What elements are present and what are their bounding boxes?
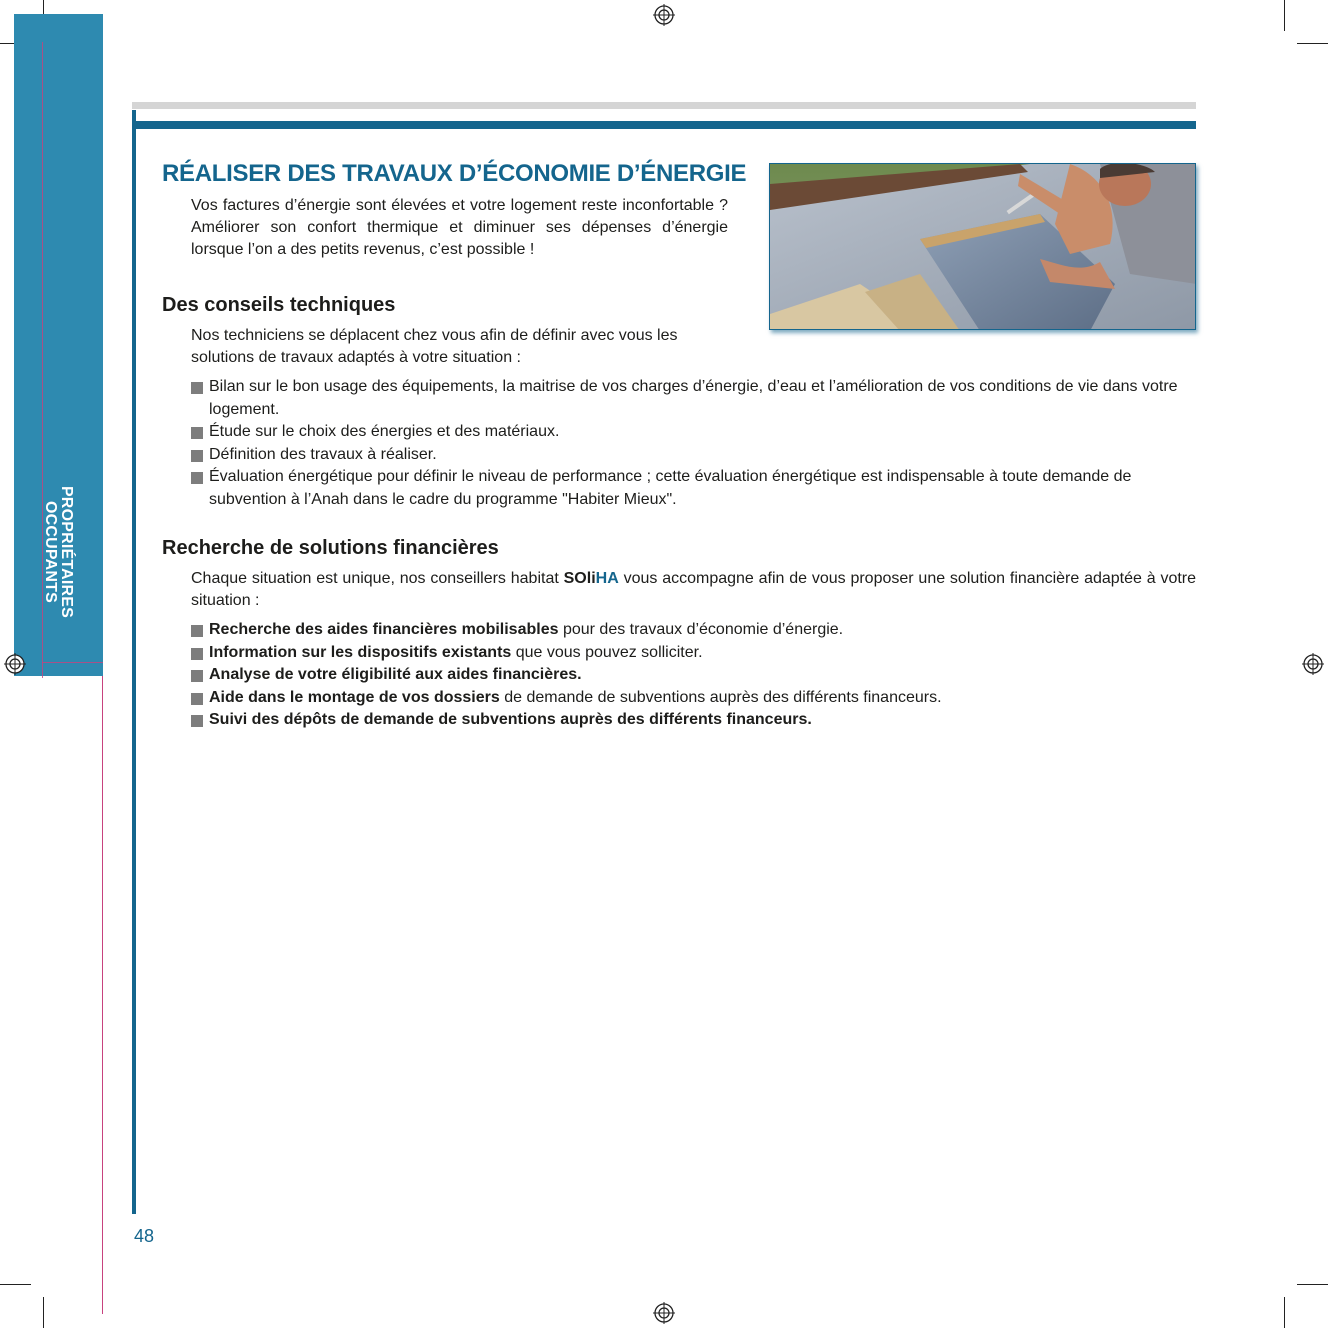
header-rule-grey bbox=[132, 102, 1196, 109]
list-item: Évaluation énergétique pour définir le niveau de performance ; cette évaluation énergétique est indispensable à toute demande de subvention à l’Anah dans le cadre du programme "Habiter Mieux". bbox=[191, 466, 1196, 511]
bullet-square-icon bbox=[191, 427, 203, 439]
intro-paragraph: Vos factures d’énergie sont élevées et votre logement reste inconfortable ? Améliorer son confort thermique et diminuer ses dépenses d’énergie lorsque l’on a des petits revenus, c’est possible ! bbox=[191, 197, 728, 258]
bullet-square-icon bbox=[191, 450, 203, 462]
crop-mark bbox=[0, 1284, 31, 1285]
crop-mark bbox=[1284, 1297, 1285, 1328]
bleed-guide bbox=[102, 676, 103, 1314]
header-rule-blue bbox=[132, 121, 1196, 129]
bullet-square-icon bbox=[191, 382, 203, 394]
registration-mark-icon bbox=[653, 4, 675, 26]
financial-list bbox=[191, 619, 1196, 732]
page-number: 48 bbox=[134, 1226, 155, 1246]
section-heading-technical: Des conseils techniques bbox=[162, 294, 396, 316]
list-item: Étude sur le choix des énergies et des matériaux. bbox=[191, 421, 1196, 444]
list-item: Recherche des aides financières mobilisables pour des travaux d’économie d’énergie. bbox=[191, 619, 1196, 642]
crop-mark bbox=[1297, 43, 1328, 44]
roof-insulation-workers-photo bbox=[769, 163, 1196, 330]
technical-list bbox=[191, 376, 1196, 511]
bullet-square-icon bbox=[191, 693, 203, 705]
page-title: RÉALISER DES TRAVAUX D’ÉCONOMIE D’ÉNERGIE bbox=[162, 160, 747, 187]
crop-mark bbox=[43, 1297, 44, 1328]
bleed-guide bbox=[42, 662, 103, 663]
list-item: Bilan sur le bon usage des équipements, la maitrise de vos charges d’énergie, d’eau et l’amélioration de vos conditions de vie dans votre logement. bbox=[191, 376, 1196, 421]
brand-soliha: SOli bbox=[563, 570, 596, 587]
bullet-square-icon bbox=[191, 472, 203, 484]
bullet-square-icon bbox=[191, 648, 203, 660]
list-item: Analyse de votre éligibilité aux aides financières. bbox=[191, 664, 1196, 687]
crop-mark bbox=[1284, 0, 1285, 31]
registration-mark-icon bbox=[1302, 653, 1324, 675]
list-item: Définition des travaux à réaliser. bbox=[191, 444, 1196, 467]
bullet-square-icon bbox=[191, 625, 203, 637]
bullet-square-icon bbox=[191, 670, 203, 682]
bullet-square-icon bbox=[191, 715, 203, 727]
list-item: Aide dans le montage de vos dossiers de demande de subventions auprès des différents financeurs. bbox=[191, 687, 1196, 710]
side-tab-line1: PROPRIÉTAIRES bbox=[58, 485, 75, 619]
list-item: Suivi des dépôts de demande de subventions auprès des différents financeurs. bbox=[191, 709, 1196, 732]
margin-rule bbox=[132, 110, 136, 1214]
list-item: Information sur les dispositifs existants que vous pouvez solliciter. bbox=[191, 642, 1196, 665]
side-tab-label bbox=[42, 452, 74, 652]
registration-mark-icon bbox=[4, 653, 26, 675]
technical-intro: Nos techniciens se déplacent chez vous afin de définir avec vous les solutions de travaux adaptés à votre situation : bbox=[191, 327, 678, 366]
registration-mark-icon bbox=[653, 1302, 675, 1324]
section-heading-financial: Recherche de solutions financières bbox=[162, 537, 499, 559]
brand-soliha-ha: HA bbox=[595, 570, 619, 587]
financial-intro: Chaque situation est unique, nos conseillers habitat SOliHA vous accompagne afin de vous proposer une solution financière adaptée à votre situation : bbox=[191, 570, 1197, 609]
crop-mark bbox=[1297, 1284, 1328, 1285]
side-tab-line2: OCCUPANTS bbox=[42, 501, 59, 603]
